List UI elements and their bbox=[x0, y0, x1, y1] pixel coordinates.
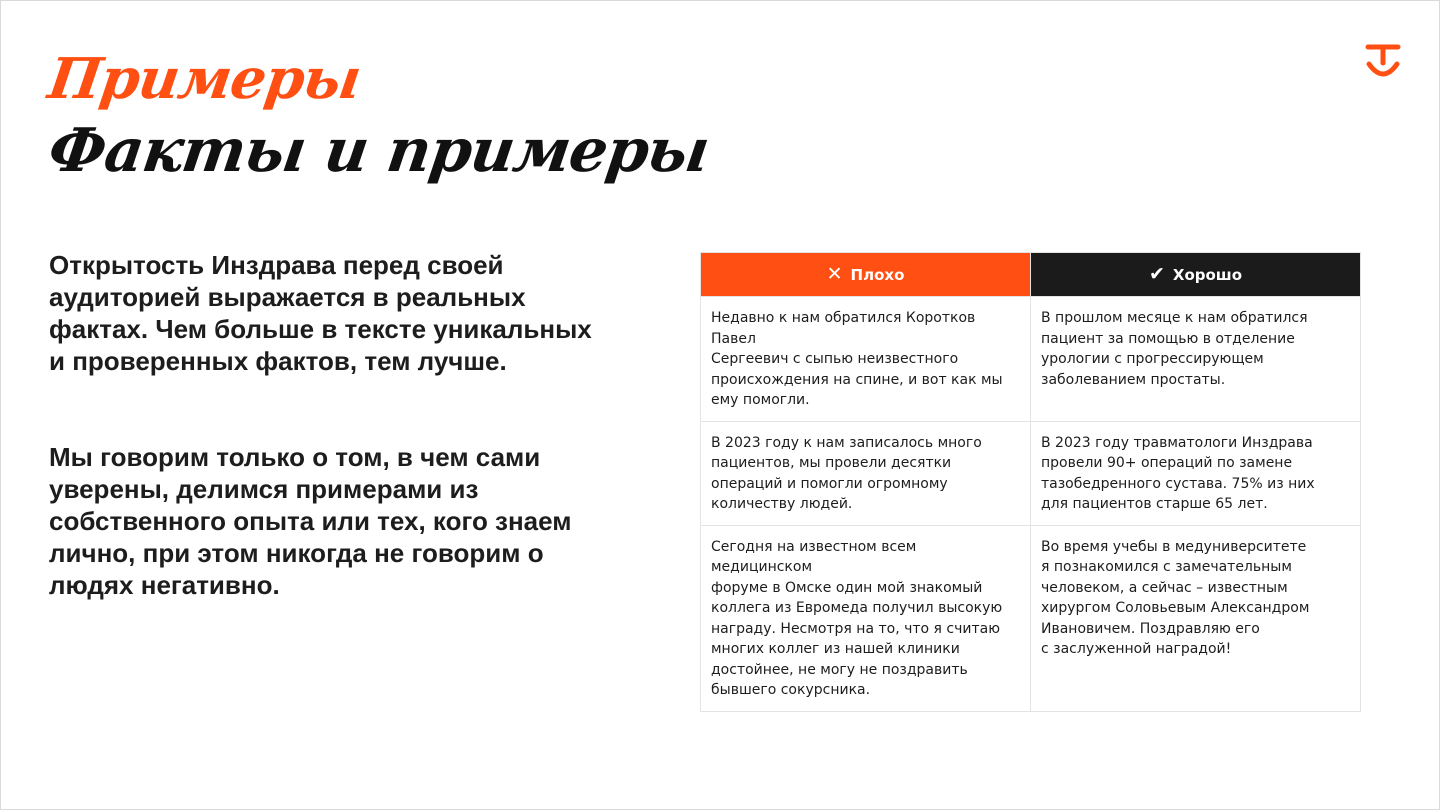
good-header-label: Хорошо bbox=[1172, 265, 1243, 284]
table-row bbox=[701, 525, 1361, 711]
bad-example-cell: В 2023 году к нам записалось много пациентов, мы провели десятки операций и помогли огромному количеству людей. bbox=[701, 421, 1031, 525]
bad-example-cell: Сегодня на известном всем медицинском форуме в Омске один мой знакомый коллега из Евромеда получил высокую награду. Несмотря на то, что я считаю многих коллег из нашей клиники достойнее, не могу не поздравить бывшего сокурсника. bbox=[701, 525, 1031, 711]
table-row bbox=[701, 297, 1361, 422]
good-example-cell: В 2023 году травматологи Инздрава провели 90+ операций по замене тазобедренного сустава. 75% из них для пациентов старше 65 лет. bbox=[1031, 421, 1361, 525]
brand-t-logo-icon bbox=[1365, 44, 1401, 78]
cross-icon: ✕ bbox=[826, 263, 843, 285]
comparison-table bbox=[700, 252, 1361, 712]
good-column-header bbox=[1031, 253, 1361, 297]
check-icon: ✔ bbox=[1148, 263, 1165, 285]
section-title: Примеры bbox=[44, 46, 365, 112]
good-example-cell: В прошлом месяце к нам обратился пациент за помощью в отделение урологии с прогрессирующем заболеванием простаты. bbox=[1031, 297, 1361, 422]
table-row bbox=[701, 421, 1361, 525]
slide-title: Факты и примеры bbox=[44, 116, 713, 186]
principle-paragraph: Мы говорим только о том, в чем сами уверены, делимся примерами из собственного опыта или тех, кого знаем лично, при этом никогда не говорим о людях негативно. bbox=[49, 442, 572, 600]
bad-column-header bbox=[701, 253, 1031, 297]
table-header-row bbox=[701, 253, 1361, 297]
bad-example-cell: Недавно к нам обратился Коротков Павел Сергеевич с сыпью неизвестного происхождения на спине, и вот как мы ему помогли. bbox=[701, 297, 1031, 422]
good-example-cell: Во время учебы в медуниверситете я познакомился с замечательным человеком, а сейчас – известным хирургом Соловьевым Александром Ивановичем. Поздравляю его с заслуженной наградой! bbox=[1031, 525, 1361, 711]
intro-paragraph: Открытость Инздрава перед своей аудиторией выражается в реальных фактах. Чем больше в тексте уникальных и проверенных фактов, тем лучше. bbox=[49, 250, 592, 376]
bad-header-label: Плохо bbox=[850, 265, 905, 284]
